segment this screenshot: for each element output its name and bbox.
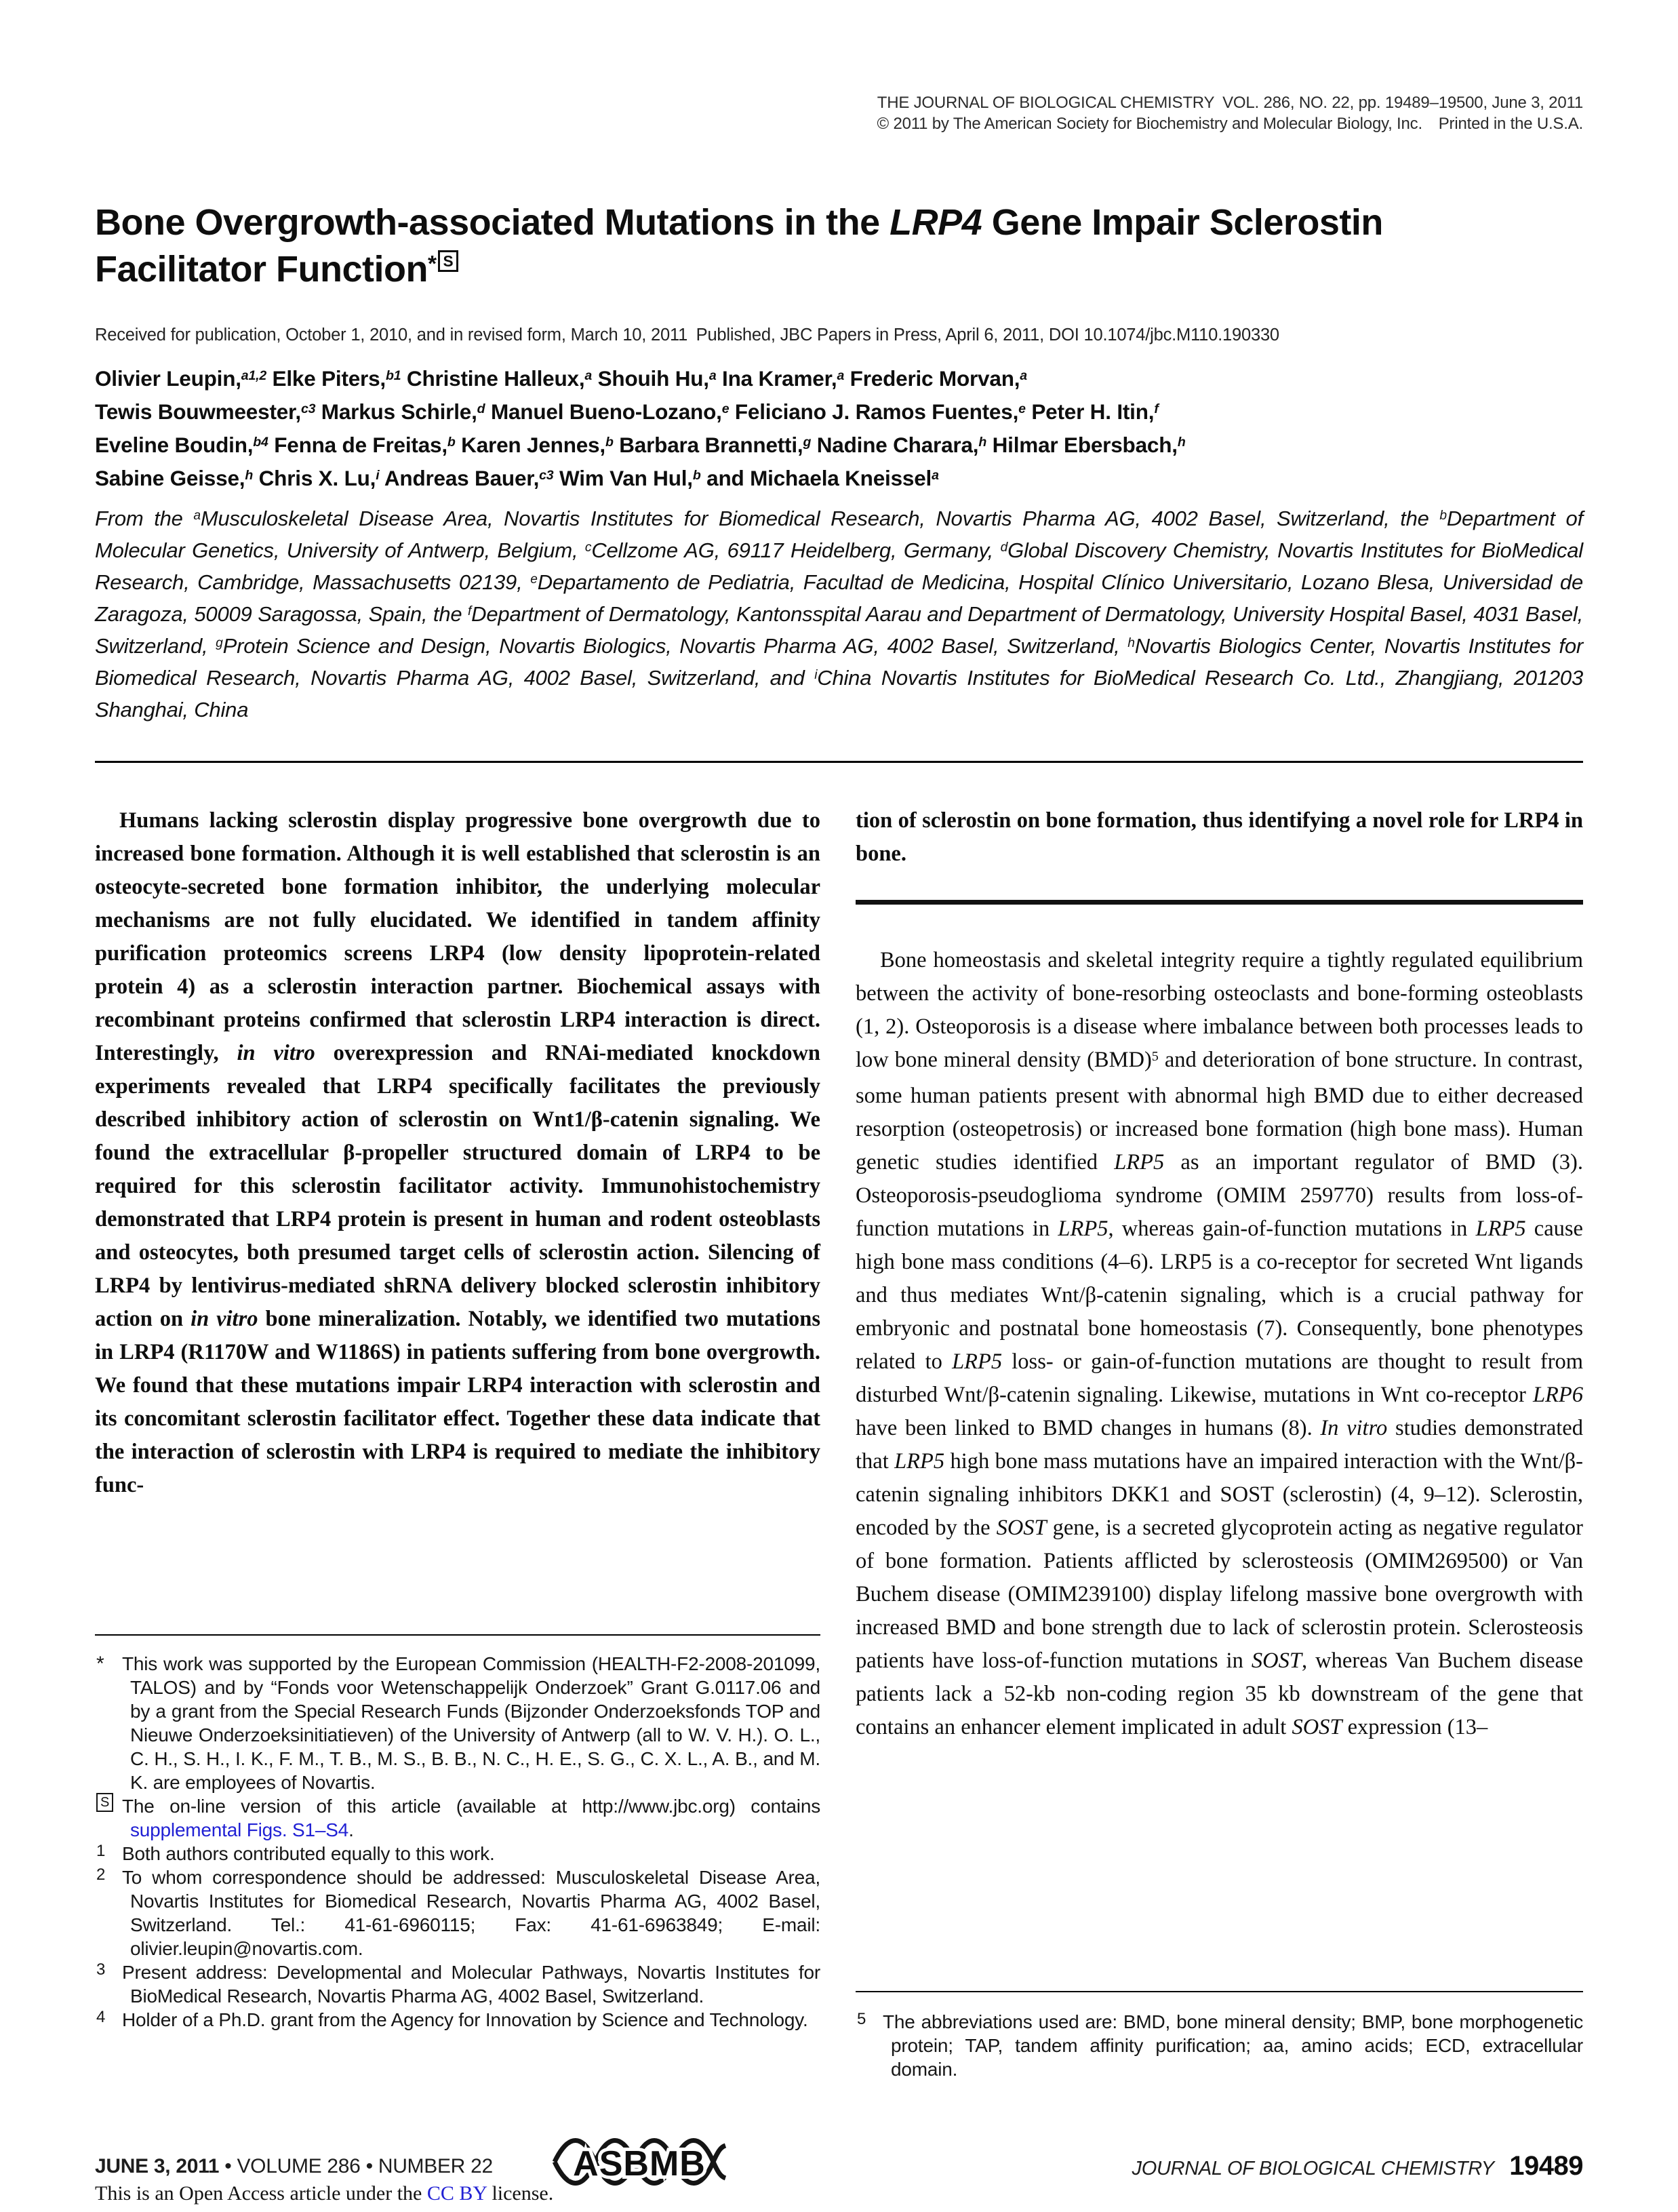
text-segment: expression (13– <box>1342 1715 1488 1739</box>
text-segment: and deterioration of bone structure. In contrast, some human patients present with abnormal high BMD due to either decreased resorption (osteopetrosis) or increased bone formation (high bone mass). Human genetic studies identified <box>856 1048 1583 1174</box>
text-segment: e <box>530 572 538 587</box>
text-segment: Sabine Geisse, <box>95 466 245 490</box>
text-segment: Holder of a Ph.D. grant from the Agency for Innovation by Science and Technology. <box>122 2009 808 2030</box>
text-segment: Present address: Developmental and Molecular Pathways, Novartis Institutes for BioMedical Research, Novartis Pharma AG, 4002 Basel, Switzerland. <box>122 1962 820 2007</box>
text-segment: Protein Science and Design, Novartis Biologics, Novartis Pharma AG, 4002 Basel, Switzerland, <box>222 634 1128 658</box>
text-segment: cause high bone mass conditions (4–6). LRP5 is a co-receptor for secreted Wnt ligands and thus mediates Wnt/β-catenin signaling, which is a crucial pathway for embryonic and postnatal bone homeostasis (7). Consequently, bone phenotypes related to <box>856 1217 1583 1374</box>
text-segment: a <box>708 368 717 384</box>
text-segment: h <box>1177 435 1186 450</box>
text-segment: c3 <box>300 401 316 417</box>
text-segment: loss- or gain-of-function mutations are thought to result from disturbed Wnt/β-catenin signaling. Likewise, mutations in Wnt co-receptor <box>856 1349 1583 1407</box>
text-segment: as an important regulator of BMD (3). Osteoporosis-pseudoglioma syndrome (OMIM 259770) results from loss-of-function mutations in <box>856 1150 1584 1241</box>
text-segment: Markus Schirle, <box>315 399 477 424</box>
text-segment: f <box>468 604 472 619</box>
footnote-4 <box>95 2008 820 2032</box>
footnote-divider-right <box>856 1991 1583 1992</box>
text-segment: Manuel Bueno-Lozano, <box>485 399 722 424</box>
text-segment: Musculoskeletal Disease Area, Novartis Institutes for Biomedical Research, Novartis Pharma AG, 4002 Basel, Switzerland, the <box>200 507 1440 530</box>
text-segment: Cellzome AG, 69117 Heidelberg, Germany, <box>591 538 1001 562</box>
author-line-1 <box>95 363 1600 397</box>
text-segment: LRP5 <box>1475 1217 1526 1241</box>
text-segment: Novartis Biologics Center, Novartis Institutes for Biomedical Research, Novartis Pharma AG, 4002 Basel, Switzerland, and <box>95 634 1583 690</box>
footnote-marker-asterisk: * <box>96 1653 104 1675</box>
footer-issue-info <box>95 2155 570 2178</box>
text-segment: high bone mass mutations have an impaired interaction with the Wnt/β-catenin signaling inhibitors DKK1 and SOST (sclerostin) (4, 9–12). Sclerostin, encoded by the <box>856 1449 1584 1540</box>
masthead-line-1: THE JOURNAL OF BIOLOGICAL CHEMISTRY VOL. 286, NO. 22, pp. 19489–19500, June 3, 2011 <box>877 94 1583 112</box>
header-divider <box>95 761 1583 763</box>
text-segment: tion of sclerostin on bone formation, thus identifying a novel role for LRP4 in bone. <box>856 808 1583 866</box>
text-segment: LRP4 <box>890 202 982 243</box>
abstract-paragraph <box>95 804 820 1502</box>
text-segment: In vitro <box>1320 1416 1388 1440</box>
text-segment: Ina Kramer, <box>716 366 837 391</box>
text-segment: , whereas gain-of-function mutations in <box>1108 1217 1476 1241</box>
text-segment: Olivier Leupin, <box>95 366 241 391</box>
introduction-paragraph <box>856 944 1583 1744</box>
text-segment: e <box>721 401 730 417</box>
asbmb-logo-text: ASBMB <box>573 2144 706 2184</box>
text-segment: 5 <box>1151 1048 1159 1064</box>
footnote-5-text <box>883 2011 1583 2080</box>
text-segment: Bone Overgrowth-associated Mutations in the <box>95 202 890 243</box>
text-segment: SOST <box>996 1516 1047 1540</box>
text-segment: b <box>692 468 701 483</box>
text-segment: d <box>1000 540 1008 555</box>
footnotes-left <box>95 1652 820 2032</box>
text-segment: i <box>814 668 818 683</box>
text-segment: Hilmar Ebersbach, <box>986 433 1178 457</box>
footnote-5-abbreviations <box>856 2010 1583 2081</box>
text-segment: studies demonstrated that <box>856 1416 1583 1474</box>
footnote-marker-4: 4 <box>96 2008 106 2026</box>
footnote-2 <box>95 1865 820 1960</box>
text-segment: Shouih Hu, <box>592 366 709 391</box>
author-list <box>95 363 1600 496</box>
text-segment: and Michaela Kneissel <box>700 466 932 490</box>
text-segment: , whereas Van Buchem disease patients lack a 52-kb non-coding region 35 kb downstream of the gene that contains an enhancer element implicated in adult <box>856 1648 1583 1739</box>
text-segment: LRP6 <box>1532 1383 1583 1407</box>
abstract-continuation <box>856 804 1583 871</box>
text-segment: JUNE 3, 2011 <box>95 2155 220 2177</box>
text-segment: LRP5 <box>1058 1217 1108 1241</box>
text-segment: Both authors contributed equally to this work. <box>122 1843 495 1864</box>
footer-journal-name: JOURNAL OF BIOLOGICAL CHEMISTRY <box>1132 2158 1494 2179</box>
text-segment: a <box>193 509 201 524</box>
text-segment: a <box>837 368 845 384</box>
text-segment: bone mineralization. Notably, we identified two mutations in LRP4 (R1170W and W1186S) in patients suffering from bone overgrowth. We found that these mutations impair LRP4 interaction with sclerostin and its concomitant sclerostin facilitator effect. Together these data indicate that the interaction of sclerostin with LRP4 is required to mediate the inhibitory func- <box>95 1307 820 1497</box>
title-asterisk: * <box>428 251 437 277</box>
text-segment: Peter H. Itin, <box>1025 399 1155 424</box>
text-segment: d <box>477 401 485 417</box>
text-segment: in vitro <box>191 1307 258 1331</box>
text-segment: e <box>1018 401 1026 417</box>
footnotes-right <box>856 2010 1583 2081</box>
text-segment: • VOLUME 286 • NUMBER 22 <box>219 2155 493 2177</box>
text-segment: a1,2 <box>241 368 266 384</box>
text-segment: h <box>245 468 254 483</box>
text-segment: Karen Jennes, <box>455 433 605 457</box>
footnote-marker-2: 2 <box>96 1865 106 1884</box>
text-segment: Nadine Charara, <box>811 433 979 457</box>
text-segment: Wim Van Hul, <box>553 466 693 490</box>
text-segment: in vitro <box>237 1041 315 1065</box>
text-segment: license. <box>486 2182 554 2205</box>
author-line-4 <box>95 463 1600 496</box>
text-segment: Frederic Morvan, <box>844 366 1020 391</box>
text-segment: b4 <box>253 435 268 450</box>
text-segment: b <box>1439 509 1447 524</box>
text-segment: Fenna de Freitas, <box>268 433 447 457</box>
text-segment: LRP5 <box>952 1349 1003 1374</box>
text-segment: Elke Piters, <box>266 366 386 391</box>
text-segment: China Novartis Institutes for BioMedical Research Co. Ltd., Zhangjiang, 201203 Shanghai, China <box>95 666 1583 722</box>
text-segment: Departamento de Pediatria, Facultad de Medicina, Hospital Clínico Universitario, Lozano Blesa, Universidad de Zaragoza, 50009 Saragossa, Spain, the <box>95 570 1583 626</box>
text-segment: a <box>932 468 939 483</box>
text-segment: c <box>584 540 592 555</box>
text-segment: Department of Dermatology, Kantonsspital Aarau and Department of Dermatology, University Hospital Basel, 4031 Basel, Switzerland, <box>95 602 1583 658</box>
text-segment: Feliciano J. Ramos Fuentes, <box>729 399 1019 424</box>
footnote-funding <box>95 1652 820 1794</box>
title-s-box: S <box>438 250 459 272</box>
text-segment: f <box>1154 401 1159 417</box>
text-segment: have been linked to BMD changes in humans (8). <box>856 1416 1321 1440</box>
footnote-online-version-text <box>122 1796 820 1840</box>
open-access-notice <box>95 2182 908 2205</box>
text-segment: overexpression and RNAi-mediated knockdown experiments revealed that LRP4 specifically facilitates the previously described inhibitory action of sclerostin on Wnt1/β-catenin signaling. We found the extracellular β-propeller structured domain of LRP4 to be required for this sclerostin facilitator activity. Immunohistochemistry demonstrated that LRP4 protein is present in human and rodent osteoblasts and osteocytes, both presumed target cells of sclerostin action. Silencing of LRP4 by lentivirus-mediated shRNA delivery blocked sclerostin inhibitory action on <box>95 1041 820 1331</box>
footnote-marker-s-box: S <box>96 1793 113 1812</box>
masthead-line-2: © 2011 by The American Society for Biochemistry and Molecular Biology, Inc. Printed in the U.S.A. <box>877 115 1583 133</box>
text-segment: Chris X. Lu, <box>253 466 376 490</box>
text-segment: To whom correspondence should be addressed: Musculoskeletal Disease Area, Novartis Institutes for Biomedical Research, Novartis Pharma AG, 4002 Basel, Switzerland. Tel.: 41-61-6960115; Fax: 41-61-6963849; E-mail: olivier.leupin@novartis.com. <box>122 1867 820 1959</box>
text-segment: Bone homeostasis and skeletal integrity require a tightly regulated equilibrium between the activity of bone-resorbing osteoclasts and bone-forming osteoblasts (1, 2). Osteoporosis is a disease where imbalance between both processes leads to low bone mineral density (BMD) <box>856 948 1583 1072</box>
text-segment: Christine Halleux, <box>401 366 585 391</box>
text-segment: g <box>216 636 223 651</box>
footer-page-number: 19489 <box>1509 2151 1583 2181</box>
footnote-1 <box>95 1842 820 1865</box>
text-segment: h <box>978 435 987 450</box>
supplemental-figs-link[interactable]: supplemental Figs. S1–S4 <box>130 1819 349 1840</box>
text-segment: This work was supported by the European Commission (HEALTH-F2-2008-201099, TALOS) and by “Fonds voor Wetenschappelijk Onderzoek” Grant G.0117.06 and by a grant from the Special Research Funds (Bijzonder Onderzoeksfonds TOP and Nieuwe Onderzoeksinitiatieven) of the University of Antwerp (all to W. V. H.). O. L., C. H., S. H., I. K., F. M., T. B., M. S., B. B., N. C., H. E., S. G., C. X. L., A. B., and M. K. are employees of Novartis. <box>122 1653 820 1793</box>
footnote-3-text <box>122 1962 820 2007</box>
text-segment: h <box>1127 636 1135 651</box>
text-segment: c3 <box>539 468 554 483</box>
text-segment: LRP5 <box>1114 1150 1165 1174</box>
received-line: Received for publication, October 1, 2010, and in revised form, March 10, 2011 Published, JBC Papers in Press, April 6, 2011, DOI 10.1074/jbc.M110.190330 <box>95 325 1279 344</box>
text-segment: The abbreviations used are: BMD, bone mineral density; BMP, bone morphogenetic protein; TAP, tandem affinity purification; aa, amino acids; ECD, extracellular domain. <box>883 2011 1583 2080</box>
text-segment: SOST <box>1251 1648 1302 1673</box>
section-divider <box>856 900 1583 905</box>
text-segment: i <box>376 468 380 483</box>
text-segment: The on-line version of this article (available at http://www.jbc.org) contains <box>122 1796 820 1817</box>
text-segment: a <box>584 368 593 384</box>
footnote-marker-3: 3 <box>96 1960 106 1979</box>
text-segment: Tewis Bouwmeester, <box>95 399 301 424</box>
text-segment: This is an Open Access article under the <box>95 2182 427 2205</box>
footnote-funding-text <box>122 1653 820 1793</box>
text-segment: b <box>605 435 614 450</box>
text-segment: b1 <box>386 368 401 384</box>
text-segment: LRP5 <box>894 1449 945 1474</box>
text-segment: Gene Impair Sclerostin Facilitator Function <box>95 202 1383 290</box>
footer-journal-info <box>856 2151 1583 2181</box>
footnote-3 <box>95 1960 820 2008</box>
author-line-3 <box>95 430 1600 463</box>
footnote-1-text <box>122 1843 495 1864</box>
text-segment: a <box>1020 368 1027 384</box>
affiliations <box>95 505 1583 724</box>
text-segment: b <box>447 435 456 450</box>
text-segment: g <box>803 435 812 450</box>
text-segment: Eveline Boudin, <box>95 433 254 457</box>
article-title <box>95 199 1532 300</box>
cc-by-license-link[interactable]: CC BY <box>426 2182 487 2205</box>
text-segment: gene, is a secreted glycoprotein acting as negative regulator of bone formation. Patients afflicted by sclerosteosis (OMIM269500) or Van Buchem disease (OMIM239100) display lifelong massive bone overgrowth with increased BMD and bone strength due to lack of sclerostin protein. Sclerosteosis patients have loss-of-function mutations in <box>856 1516 1583 1673</box>
text-segment: SOST <box>1292 1715 1342 1739</box>
text-segment: Department of Molecular Genetics, University of Antwerp, Belgium, <box>95 507 1583 562</box>
footnote-marker-1: 1 <box>96 1842 106 1860</box>
footnote-2-text <box>122 1867 820 1959</box>
text-segment: Global Discovery Chemistry, Novartis Institutes for BioMedical Research, Cambridge, Massachusetts 02139, <box>95 538 1583 594</box>
footnote-divider-left <box>95 1634 820 1636</box>
text-segment: Barbara Brannetti, <box>613 433 803 457</box>
footnote-marker-5: 5 <box>857 2010 866 2028</box>
journal-masthead <box>95 92 1583 134</box>
text-segment: From the <box>95 507 194 530</box>
text-segment: Andreas Bauer, <box>379 466 540 490</box>
footnote-4-text <box>122 2009 808 2030</box>
footnote-online-version <box>95 1794 820 1842</box>
author-line-2 <box>95 397 1600 430</box>
text-segment: . <box>348 1819 354 1840</box>
text-segment: Humans lacking sclerostin display progressive bone overgrowth due to increased bone formation. Although it is well established that sclerostin is an osteocyte-secreted bone formation inhibitor, the underlying molecular mechanisms are not fully elucidated. We identified in tandem affinity purification proteomics screens LRP4 (low density lipoprotein-related protein 4) as a sclerostin interaction partner. Biochemical assays with recombinant proteins confirmed that sclerostin LRP4 interaction is direct. Interestingly, <box>95 808 820 1065</box>
